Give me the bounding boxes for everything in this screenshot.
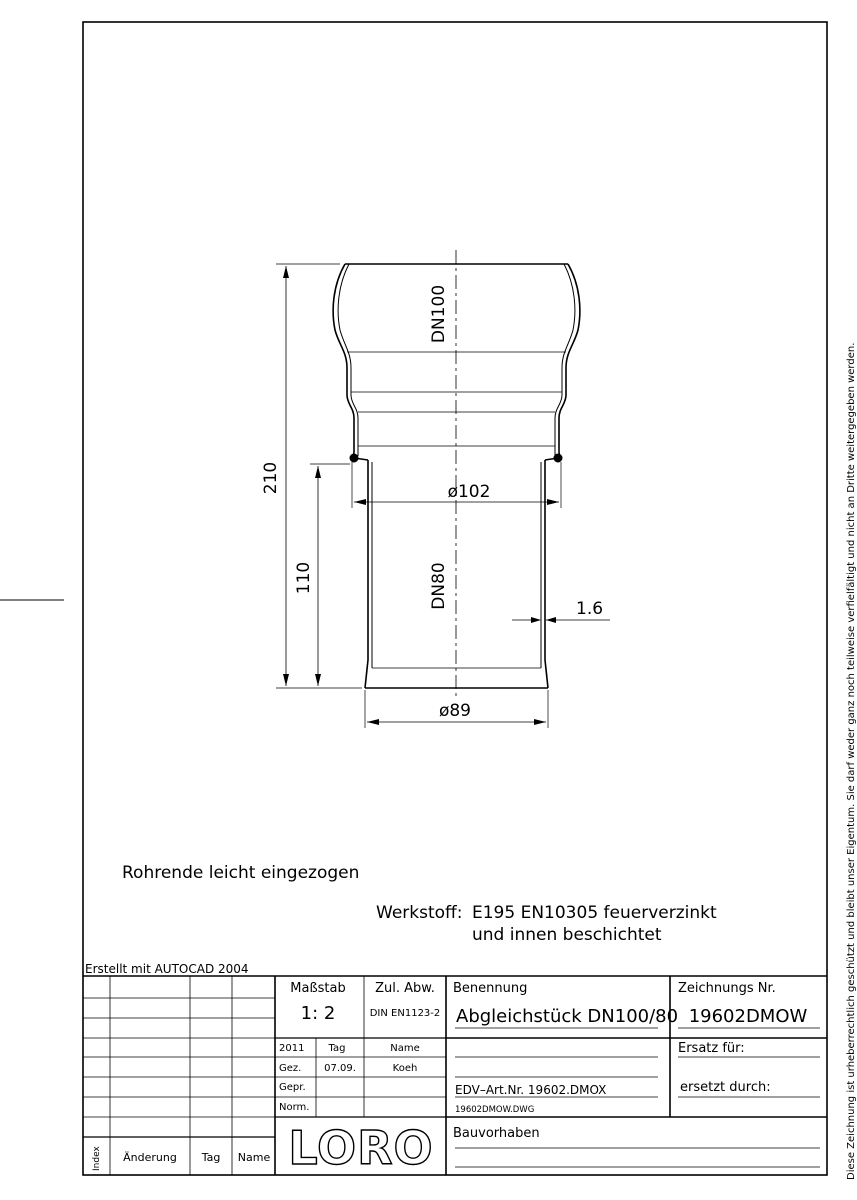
socket-inner-right (555, 264, 575, 456)
scale-value: 1: 2 (300, 1003, 336, 1024)
replacement-for: Ersatz für: (678, 1041, 745, 1056)
label-dn100: DN100 (429, 284, 449, 344)
note-material-label: Werkstoff: (376, 903, 463, 923)
name-value: Abgleichstück DN100/80 (456, 1006, 679, 1027)
drawn-by: Koeh (392, 1063, 418, 1074)
day-header: Tag (328, 1043, 346, 1054)
norm-label: Norm. (279, 1102, 310, 1113)
file-name: 19602DMOW.DWG (455, 1105, 535, 1115)
copyright-notice: Diese Zeichnung ist urheberrechtlich geschützt und bleibt unser Eigentum. Sie darf weder ganz noch teilweise verfielfältigt und nicht an Dritte weitergegeben werden. (846, 342, 857, 1180)
edv-article: EDV–Art.Nr. 19602.DMOX (455, 1083, 607, 1097)
tolerance-value: DIN EN1123-2 (369, 1008, 441, 1019)
drawn-label: Gez. (279, 1063, 302, 1074)
person-header: Name (390, 1043, 420, 1054)
note-material-line1: E195 EN10305 feuerverzinkt (472, 903, 717, 923)
dim-text-210: 210 (261, 461, 281, 495)
dim-text-d89: ø89 (438, 701, 472, 721)
note-material-line2: und innen beschichtet (472, 925, 662, 945)
scale-header: Maßstab (290, 981, 346, 996)
loro-logo: LORO (288, 1121, 434, 1175)
rev-name-header: Name (237, 1151, 271, 1164)
note-created-with: Erstellt mit AUTOCAD 2004 (85, 962, 249, 976)
project-label: Bauvorhaben (453, 1126, 540, 1141)
dim-text-wall: 1.6 (576, 599, 604, 619)
note-pipe-end: Rohrende leicht eingezogen (122, 863, 360, 883)
tolerance-header: Zul. Abw. (375, 981, 435, 996)
checked-label: Gepr. (279, 1082, 306, 1093)
name-header: Benennung (453, 981, 528, 996)
spigot-outline-right (545, 460, 548, 688)
rev-day-header: Tag (201, 1151, 221, 1164)
drawing-frame (83, 22, 827, 1175)
dim-text-d102: ø102 (447, 482, 491, 502)
rev-index-header: Index (92, 1146, 102, 1171)
drawing-no-value: 19602DMOW (688, 1006, 808, 1027)
spigot-outline-left (365, 460, 368, 688)
drawing-no-header: Zeichnungs Nr. (678, 981, 776, 996)
socket-inner-left (338, 264, 358, 456)
drawn-date: 07.09. (324, 1063, 356, 1074)
replaced-by: ersetzt durch: (680, 1080, 771, 1095)
rev-change-header: Änderung (123, 1151, 177, 1164)
label-dn80: DN80 (429, 562, 449, 610)
year: 2011 (279, 1043, 305, 1054)
dim-text-110: 110 (294, 561, 314, 595)
